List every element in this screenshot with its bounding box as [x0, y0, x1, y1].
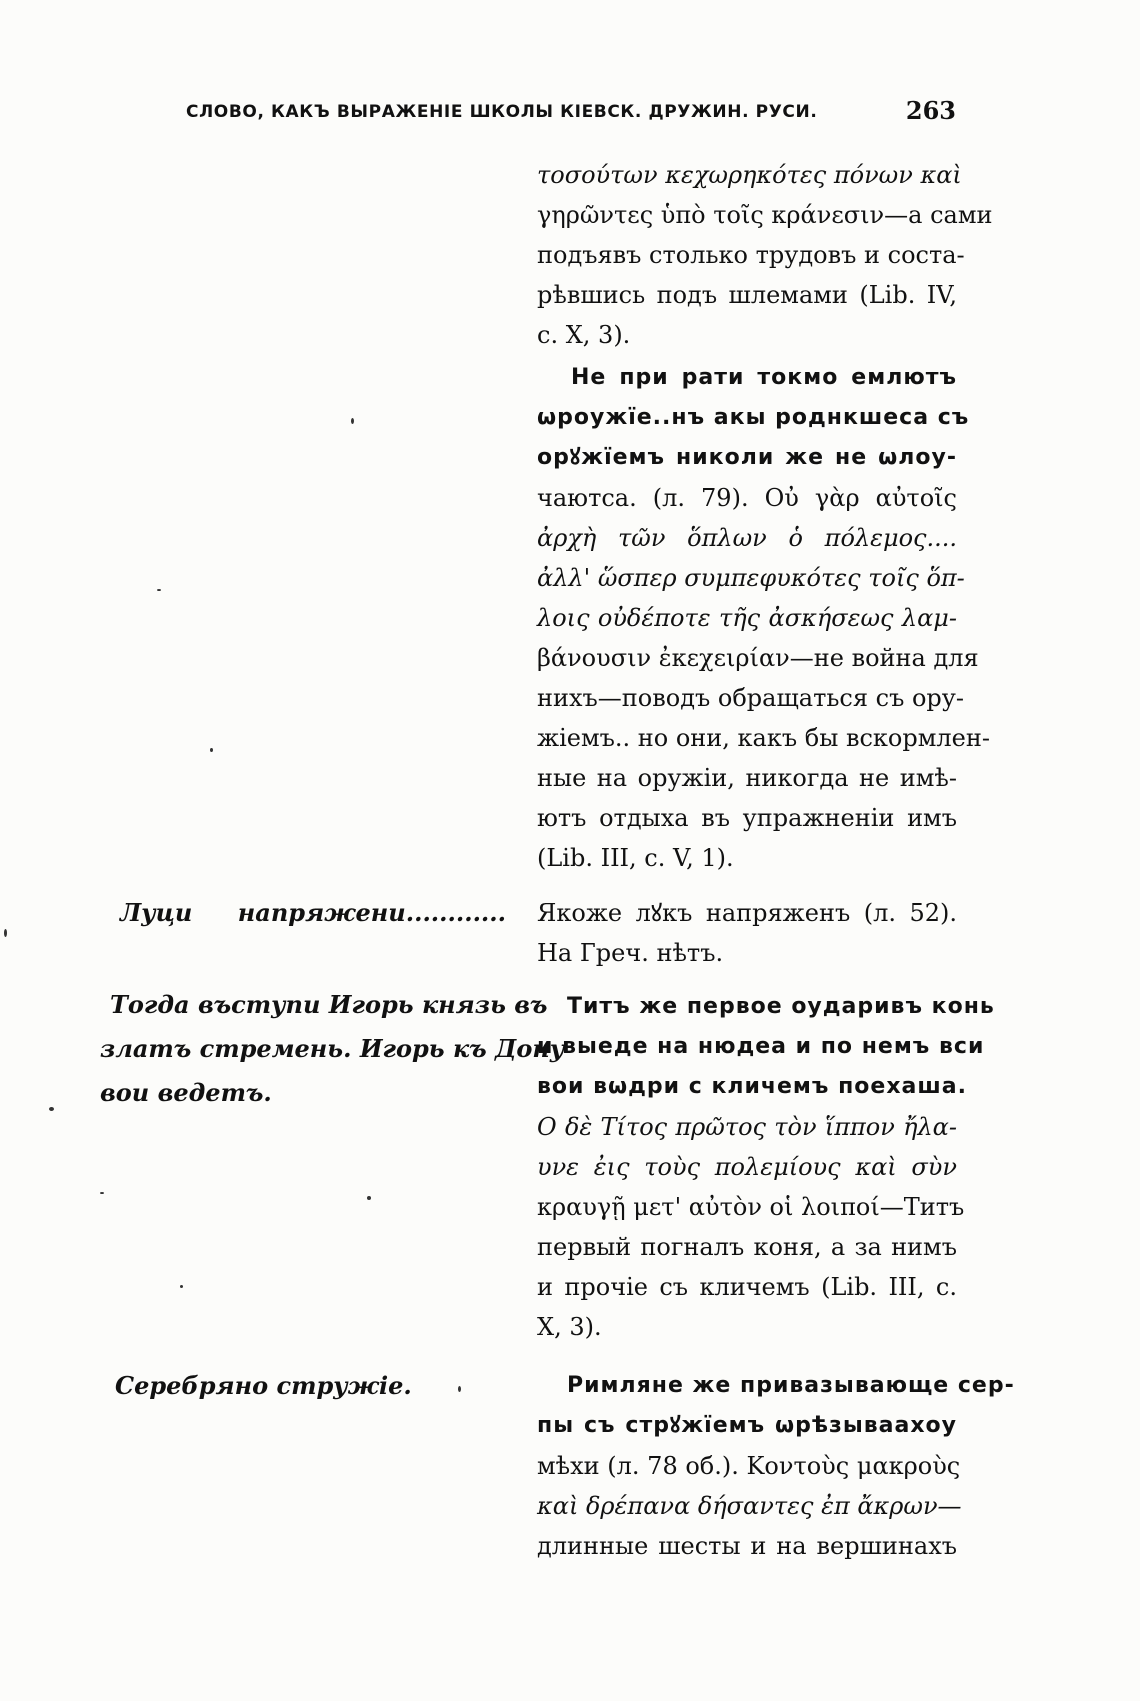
running-head — [186, 96, 956, 132]
old-slavonic-line: Не при рати токмо емлютъ — [571, 365, 957, 390]
text-line: λοις οὐδέποτε τῆς ἀσκήσεως λαμ- — [537, 604, 957, 632]
text-line: (Lib. III, с. V, 1). — [537, 844, 734, 872]
text-line: Якоже лꙋкъ напряженъ (л. 52). — [537, 899, 957, 927]
text-line: жіемъ.. но они, какъ бы вскормлен- — [537, 724, 990, 752]
scan-speck — [4, 929, 7, 937]
lay-quote: вои ведетъ. — [100, 1078, 272, 1107]
scan-speck — [180, 1285, 183, 1288]
old-slavonic-line: пы съ стрꙋжїемъ ωрѣзываахоу — [537, 1413, 957, 1438]
lay-quote: златъ стремень. Игорь къ Дону — [100, 1034, 565, 1063]
text-line: ютъ отдыха въ упражненіи имъ — [537, 804, 957, 832]
text-line: первый погналъ коня, а за нимъ — [537, 1233, 957, 1261]
lay-quote: Луци напряжени............ — [120, 898, 506, 927]
scan-speck — [49, 1107, 54, 1111]
text-line: ἀρχὴ τῶν ὅπλων ὁ πόλεμος.... — [537, 524, 957, 552]
text-line: На Греч. нѣтъ. — [537, 939, 724, 967]
text-line: чаютса. (л. 79). Οὐ γὰρ αὐτοῖς — [537, 484, 957, 512]
old-slavonic-line: Римляне же привазывающе сер- — [567, 1373, 1015, 1398]
page-number: 263 — [905, 96, 956, 125]
text-line: ные на оружіи, никогда не имѣ- — [537, 764, 957, 792]
text-line: Ο δὲ Τίτος πρῶτος τὸν ἵππον ἤλα- — [537, 1113, 957, 1141]
text-line: υνε ἐις τοὺς πολεμίους καὶ σὺν — [537, 1153, 957, 1181]
text-line: мѣхи (л. 78 об.). Κοντοὺς μακροὺς — [537, 1452, 961, 1480]
text-line: рѣвшись подъ шлемами (Lib. IV, — [537, 281, 957, 309]
scan-speck — [458, 1386, 461, 1392]
text-line: καὶ δρέπανα δήσαντες ἐπ ἄκρων— — [537, 1492, 962, 1520]
text-line: X, 3). — [537, 1313, 602, 1341]
text-line: τοσούτων κεχωρηκότες πόνων καὶ — [537, 161, 962, 189]
text-line: γηρῶντες ὑπὸ τοῖς κράνεσιν—а сами — [537, 201, 993, 229]
text-line: подъявъ столько трудовъ и соста- — [537, 241, 965, 269]
scan-speck — [367, 1196, 371, 1200]
text-line: длинные шесты и на вершинахъ — [537, 1532, 957, 1560]
scan-speck — [351, 418, 354, 424]
text-line: ἀλλ' ὥσπερ συμπεφυκότες τοῖς ὅπ- — [537, 564, 965, 592]
scan-speck — [157, 589, 161, 591]
old-slavonic-line: вои вωдри с кличемъ поехаша. — [537, 1074, 967, 1099]
scan-speck — [210, 748, 213, 752]
old-slavonic-line: ωроужїе..нъ акы роднкшеса съ — [537, 405, 970, 430]
text-line: и прочіе съ кличемъ (Lib. III, с. — [537, 1273, 957, 1301]
running-title: СЛОВО, КАКЪ ВЫРАЖЕНІЕ ШКОЛЫ КІЕВСК. ДРУЖИН. РУСИ. — [186, 102, 818, 122]
text-line: с. X, 3). — [537, 321, 631, 349]
old-slavonic-line: и выеде на нюдеа и по немъ вси — [537, 1034, 985, 1059]
scan-speck — [100, 1192, 104, 1194]
lay-quote: Серебряно стружіе. — [115, 1371, 412, 1400]
lay-quote: Тогда въступи Игорь князь въ — [110, 990, 548, 1019]
text-line: κραυγῇ μετ' αὐτὸν οἱ λοιποί—Титъ — [537, 1193, 965, 1221]
old-slavonic-line: орꙋжїемъ николи же не ωлоу- — [537, 445, 957, 470]
text-line: нихъ—поводъ обращаться съ ору- — [537, 684, 965, 712]
old-slavonic-line: Титъ же первое оударивъ конь — [567, 994, 995, 1019]
text-line: βάνουσιν ἐκεχειρίαν—не война для — [537, 644, 979, 672]
